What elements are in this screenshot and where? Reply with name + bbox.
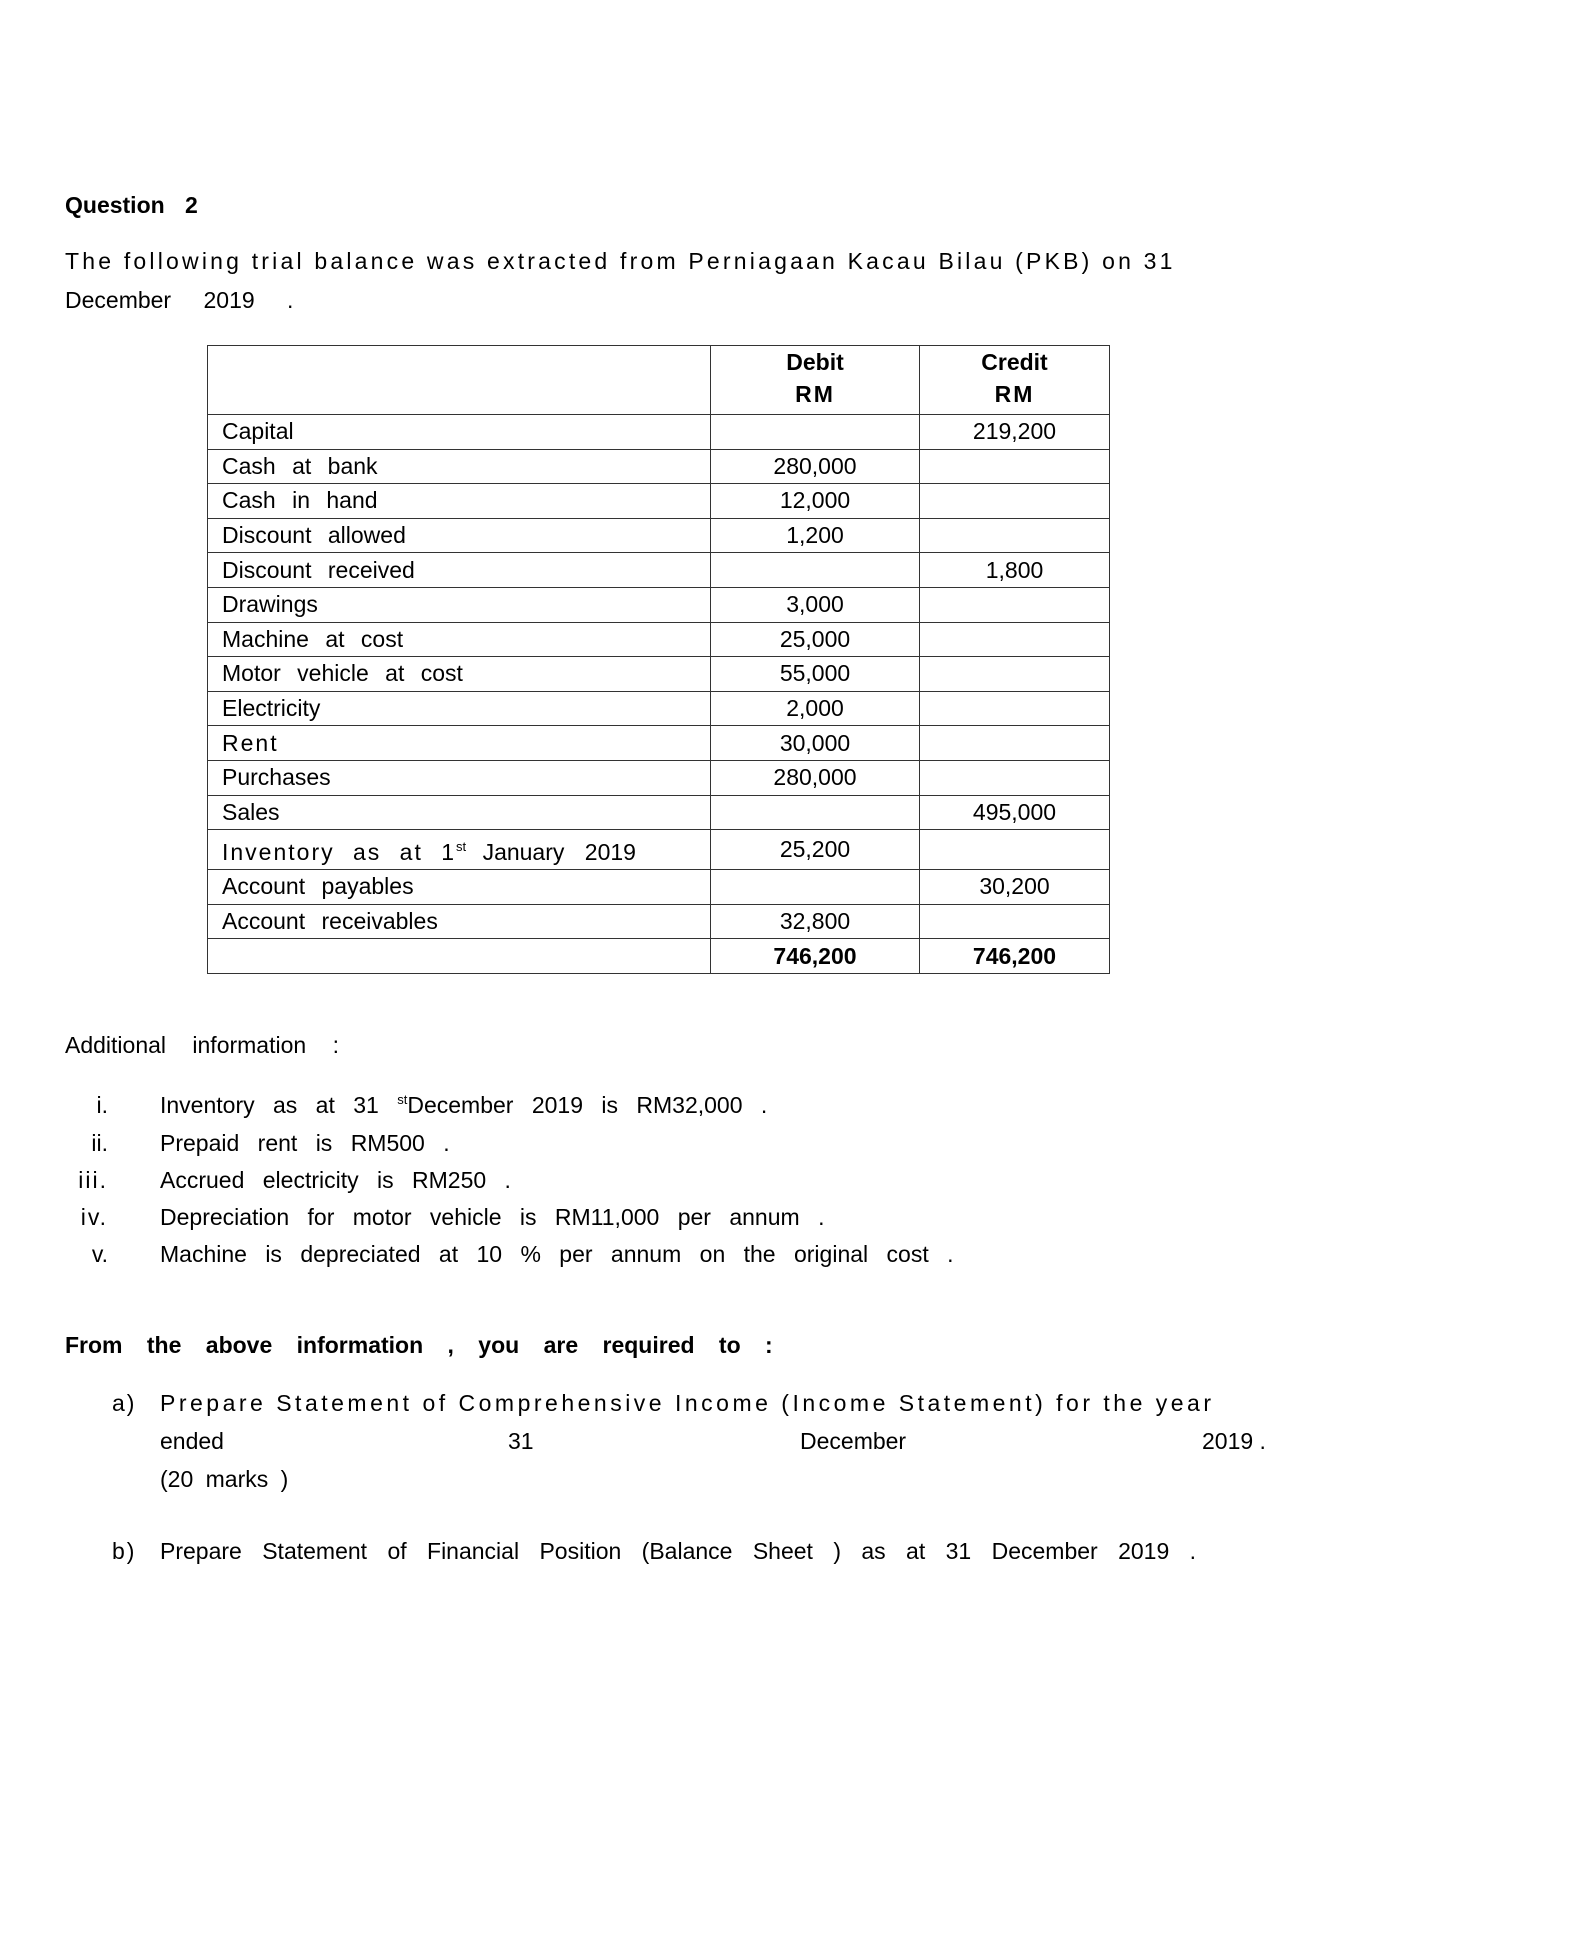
total-label-cell [208, 939, 711, 974]
debit-amount: 25,000 [711, 622, 920, 657]
additional-information-title: Additional information : [65, 1032, 339, 1058]
account-name: Electricity [208, 691, 711, 726]
account-name [208, 830, 711, 870]
task-a-month: December [800, 1428, 907, 1454]
account-name: Discount allowed [208, 518, 711, 553]
table-row [208, 760, 1110, 795]
table-row [208, 795, 1110, 830]
account-name: Motor vehicle at cost [208, 657, 711, 692]
debit-unit: RM [795, 381, 835, 407]
account-name: Sales [208, 795, 711, 830]
credit-total: 746,200 [920, 939, 1110, 974]
task-a-marks: (20 marks ) [160, 1466, 289, 1492]
total-row [208, 939, 1110, 974]
credit-amount [920, 518, 1110, 553]
credit-amount [920, 760, 1110, 795]
task-a-text: Prepare Statement of Comprehensive Income (Income Statement) for the year [160, 1390, 1215, 1416]
item-text: Accrued electricity is RM250 . [160, 1167, 511, 1193]
debit-amount [711, 870, 920, 905]
task-b-label: b) [112, 1538, 137, 1564]
item-text: Depreciation for motor vehicle is RM11,000 per annum . [160, 1204, 825, 1230]
ordinal-suffix: st [456, 839, 467, 855]
table-row [208, 904, 1110, 939]
account-name: Drawings [208, 587, 711, 622]
account-name: Cash at bank [208, 449, 711, 484]
item-number: iv. [80, 1204, 108, 1230]
debit-amount: 12,000 [711, 484, 920, 519]
table-row [208, 870, 1110, 905]
inventory-date: January 2019 [482, 839, 636, 866]
requirement-title: From the above information , you are required to : [65, 1332, 773, 1358]
debit-amount: 280,000 [711, 760, 920, 795]
table-header-row [208, 346, 1110, 415]
item-text: Machine is depreciated at 10 % per annum on the original cost . [160, 1241, 954, 1267]
debit-amount: 25,200 [711, 830, 920, 870]
task-a-day: 31 [508, 1428, 534, 1454]
item-text [160, 1092, 767, 1119]
credit-amount [920, 449, 1110, 484]
account-name: Rent [208, 726, 711, 761]
debit-amount: 1,200 [711, 518, 920, 553]
account-name: Machine at cost [208, 622, 711, 657]
debit-header [711, 346, 920, 415]
ordinal-suffix: st [397, 1092, 408, 1107]
credit-amount: 1,800 [920, 553, 1110, 588]
item-number: i. [96, 1092, 108, 1118]
debit-amount: 3,000 [711, 587, 920, 622]
table-row [208, 726, 1110, 761]
credit-amount [920, 726, 1110, 761]
item-number: iii. [78, 1167, 108, 1193]
table-row [208, 587, 1110, 622]
credit-amount: 495,000 [920, 795, 1110, 830]
item-number: v. [91, 1241, 108, 1267]
item-text-prefix: Inventory as at 31 [160, 1092, 379, 1118]
credit-amount [920, 657, 1110, 692]
debit-amount [711, 795, 920, 830]
item-text-suffix: December 2019 is RM32,000 . [407, 1092, 768, 1118]
inventory-label: Inventory as at 1 [222, 839, 457, 866]
account-header-cell [208, 346, 711, 415]
table-row [208, 518, 1110, 553]
task-a-ended: ended [160, 1428, 224, 1454]
table-row [208, 449, 1110, 484]
account-name: Account payables [208, 870, 711, 905]
table-row [208, 553, 1110, 588]
credit-amount [920, 691, 1110, 726]
table-row [208, 657, 1110, 692]
debit-total: 746,200 [711, 939, 920, 974]
debit-amount: 280,000 [711, 449, 920, 484]
task-b-text: Prepare Statement of Financial Position (Balance Sheet ) as at 31 December 2019 . [160, 1538, 1197, 1564]
account-name: Account receivables [208, 904, 711, 939]
debit-amount: 55,000 [711, 657, 920, 692]
credit-amount: 219,200 [920, 415, 1110, 450]
credit-header [920, 346, 1110, 415]
table-row [208, 622, 1110, 657]
intro-line-1: The following trial balance was extracted from Perniagaan Kacau Bilau (PKB) on 31 [65, 248, 1176, 274]
table-row [208, 830, 1110, 870]
debit-amount: 30,000 [711, 726, 920, 761]
account-name: Discount received [208, 553, 711, 588]
credit-label: Credit [981, 349, 1048, 375]
item-text: Prepaid rent is RM500 . [160, 1130, 450, 1156]
question-title: Question 2 [65, 192, 198, 218]
credit-amount [920, 587, 1110, 622]
credit-unit: RM [994, 381, 1035, 407]
debit-amount: 32,800 [711, 904, 920, 939]
table-row [208, 484, 1110, 519]
table-row [208, 415, 1110, 450]
credit-amount: 30,200 [920, 870, 1110, 905]
table-row [208, 691, 1110, 726]
credit-amount [920, 484, 1110, 519]
intro-line-2: December 2019 . [65, 287, 294, 313]
credit-amount [920, 904, 1110, 939]
debit-amount: 2,000 [711, 691, 920, 726]
task-a-year: 2019 . [1202, 1428, 1266, 1454]
credit-amount [920, 830, 1110, 870]
debit-amount [711, 415, 920, 450]
item-number: ii. [91, 1130, 108, 1156]
account-name: Capital [208, 415, 711, 450]
debit-amount [711, 553, 920, 588]
account-name: Cash in hand [208, 484, 711, 519]
task-a-label: a) [112, 1390, 137, 1416]
debit-label: Debit [786, 349, 844, 375]
credit-amount [920, 622, 1110, 657]
trial-balance-table [207, 345, 1110, 974]
account-name: Purchases [208, 760, 711, 795]
